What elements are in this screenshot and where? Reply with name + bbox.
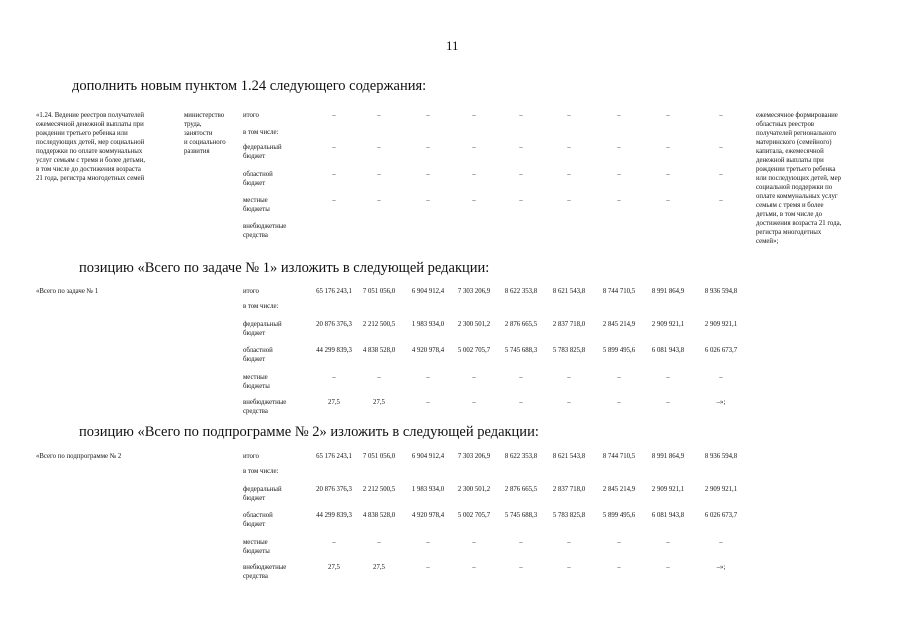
table-cell: – <box>719 197 723 204</box>
table-cell: – <box>472 197 476 204</box>
row-label: федеральный бюджет <box>243 321 282 337</box>
table-cell: 2 876 665,5 <box>504 486 538 493</box>
table-cell: 27,5 <box>373 564 385 571</box>
table-cell: 65 176 243,1 <box>316 288 352 295</box>
table-cell: – <box>519 399 523 406</box>
table-cell: 1 983 934,0 <box>411 321 445 328</box>
row-label: внебюджетные средства <box>243 223 287 239</box>
table-cell: – <box>519 374 523 381</box>
table-cell: 8 936 594,8 <box>704 288 738 295</box>
row-label: местные бюджеты <box>243 539 270 555</box>
table-cell: 4 920 978,4 <box>411 512 445 519</box>
table-cell: 8 936 594,8 <box>704 453 738 460</box>
table-cell: –»; <box>716 564 726 571</box>
table-cell: – <box>377 197 381 204</box>
row-label: итого <box>243 288 259 295</box>
table-cell: – <box>567 564 571 571</box>
table-cell: – <box>567 399 571 406</box>
table-cell: 2 300 501,2 <box>457 486 491 493</box>
table-cell: – <box>617 197 621 204</box>
table-cell: 8 621 543,8 <box>552 288 586 295</box>
table-cell: 5 745 688,3 <box>504 512 538 519</box>
row-label: в том числе: <box>243 303 279 310</box>
table-cell: 27,5 <box>328 399 340 406</box>
table-cell: – <box>719 171 723 178</box>
section1-heading: дополнить новым пунктом 1.24 следующего содержания: <box>72 78 427 94</box>
table-cell: – <box>666 171 670 178</box>
table-cell: – <box>332 374 336 381</box>
table-cell: – <box>666 144 670 151</box>
table-cell: – <box>617 171 621 178</box>
table-cell: – <box>567 171 571 178</box>
table-cell: – <box>332 539 336 546</box>
table-cell: – <box>472 399 476 406</box>
table-cell: 1 983 934,0 <box>411 486 445 493</box>
table-cell: – <box>567 112 571 119</box>
row-label: внебюджетные средства <box>243 564 287 580</box>
section3-heading: позицию «Всего по подпрограмме № 2» изложить в следующей редакции: <box>79 424 539 440</box>
table-cell: 6 026 673,7 <box>704 512 738 519</box>
table-cell: 4 920 978,4 <box>411 347 445 354</box>
table-cell: – <box>567 539 571 546</box>
table-cell: 65 176 243,1 <box>316 453 352 460</box>
table-cell: 7 303 206,9 <box>457 288 491 295</box>
table-cell: 27,5 <box>373 399 385 406</box>
table-cell: 5 002 705,7 <box>457 347 491 354</box>
table-cell: – <box>472 539 476 546</box>
table-cell: – <box>567 144 571 151</box>
table-cell: – <box>617 144 621 151</box>
table-cell: – <box>426 112 430 119</box>
table-cell: – <box>472 171 476 178</box>
table-cell: – <box>426 144 430 151</box>
table-cell: – <box>472 374 476 381</box>
table-cell: – <box>519 112 523 119</box>
table-cell: 5 899 495,6 <box>602 512 636 519</box>
table-cell: 4 838 528,0 <box>362 512 396 519</box>
table-cell: – <box>472 564 476 571</box>
table-cell: – <box>719 374 723 381</box>
table-cell: – <box>519 539 523 546</box>
table-cell: – <box>567 197 571 204</box>
table-cell: – <box>617 112 621 119</box>
table-cell: – <box>426 564 430 571</box>
table-cell: 44 299 839,3 <box>316 347 352 354</box>
table-cell: – <box>519 144 523 151</box>
row-label: в том числе: <box>243 468 279 475</box>
table-cell: 6 081 943,8 <box>651 512 685 519</box>
table-cell: 2 876 665,5 <box>504 321 538 328</box>
page-number: 11 <box>446 38 459 53</box>
table-cell: – <box>519 171 523 178</box>
table-cell: 2 212 500,5 <box>362 486 396 493</box>
table-cell: 7 051 056,0 <box>362 453 396 460</box>
table-cell: – <box>377 374 381 381</box>
row-label: итого <box>243 453 259 460</box>
table-cell: 2 212 500,5 <box>362 321 396 328</box>
table-cell: – <box>666 374 670 381</box>
table-cell: – <box>377 539 381 546</box>
table-cell: – <box>666 399 670 406</box>
row-label: местные бюджеты <box>243 197 270 213</box>
section1-item-description: «1.24. Ведение реестров получателей ежемесячной денежной выплаты при рождении третьего ребенка или последующих детей, мер социальной поддержки по оплате коммунальных услуг семьям с тремя и более детьми, в том числе до достижения возраста 21 года, регистра многодетных семей <box>36 112 146 182</box>
section1-result: ежемесячное формирование областных реестров получателей регионального материнского (семейного) капитала, ежемесячной денежной выплаты при рождении третьего ребенка или последующих детей, мер социальной поддержки по оплате коммунальных услуг семьям с тремя и более детьми, в том числе до достижения возраста 21 года, регистра многодетных семей»; <box>756 112 842 245</box>
table-cell: – <box>332 144 336 151</box>
table-cell: 2 909 921,1 <box>651 486 685 493</box>
table-cell: – <box>519 197 523 204</box>
table-cell: – <box>472 112 476 119</box>
table-cell: – <box>617 564 621 571</box>
table-cell: – <box>666 539 670 546</box>
table-cell: 5 002 705,7 <box>457 512 491 519</box>
table-cell: 8 991 864,9 <box>651 453 685 460</box>
table-cell: 7 051 056,0 <box>362 288 396 295</box>
table-cell: 2 837 718,0 <box>552 486 586 493</box>
table-cell: – <box>377 144 381 151</box>
table-cell: 2 837 718,0 <box>552 321 586 328</box>
table-cell: 8 744 710,5 <box>602 453 636 460</box>
table-cell: – <box>377 171 381 178</box>
table-cell: 4 838 528,0 <box>362 347 396 354</box>
row-label: федеральный бюджет <box>243 144 282 160</box>
section3-item-description: «Всего по подпрограмме № 2 <box>36 453 122 460</box>
table-cell: 8 621 543,8 <box>552 453 586 460</box>
table-cell: 6 081 943,8 <box>651 347 685 354</box>
table-cell: – <box>666 197 670 204</box>
row-label: итого <box>243 112 259 119</box>
table-cell: – <box>719 539 723 546</box>
table-cell: – <box>332 112 336 119</box>
row-label: в том числе: <box>243 129 279 136</box>
table-cell: – <box>666 564 670 571</box>
table-cell: – <box>719 144 723 151</box>
table-cell: 2 300 501,2 <box>457 321 491 328</box>
table-cell: – <box>426 399 430 406</box>
row-label: местные бюджеты <box>243 374 270 390</box>
table-cell: 5 745 688,3 <box>504 347 538 354</box>
table-cell: – <box>332 171 336 178</box>
table-cell: – <box>472 144 476 151</box>
row-label: областной бюджет <box>243 171 273 187</box>
table-cell: – <box>617 374 621 381</box>
table-cell: 8 744 710,5 <box>602 288 636 295</box>
table-cell: – <box>617 399 621 406</box>
row-label: федеральный бюджет <box>243 486 282 502</box>
table-cell: – <box>426 171 430 178</box>
table-cell: 8 991 864,9 <box>651 288 685 295</box>
table-cell: 2 909 921,1 <box>704 321 738 328</box>
table-cell: 27,5 <box>328 564 340 571</box>
table-cell: 2 845 214,9 <box>602 486 636 493</box>
section2-heading: позицию «Всего по задаче № 1» изложить в следующей редакции: <box>79 260 490 276</box>
table-cell: 2 909 921,1 <box>651 321 685 328</box>
section2-item-description: «Всего по задаче № 1 <box>36 288 99 295</box>
table-cell: – <box>426 539 430 546</box>
table-cell: – <box>426 374 430 381</box>
table-cell: 6 904 912,4 <box>411 288 445 295</box>
table-cell: – <box>332 197 336 204</box>
table-cell: 5 783 825,8 <box>552 347 586 354</box>
table-cell: – <box>567 374 571 381</box>
table-cell: – <box>426 197 430 204</box>
table-cell: – <box>719 112 723 119</box>
table-cell: 8 622 353,8 <box>504 453 538 460</box>
table-cell: – <box>377 112 381 119</box>
row-label: областной бюджет <box>243 512 273 528</box>
table-cell: – <box>519 564 523 571</box>
table-cell: 6 904 912,4 <box>411 453 445 460</box>
table-cell: 6 026 673,7 <box>704 347 738 354</box>
table-cell: 7 303 206,9 <box>457 453 491 460</box>
table-cell: 5 899 495,6 <box>602 347 636 354</box>
row-label: внебюджетные средства <box>243 399 287 415</box>
table-cell: 20 876 376,3 <box>316 321 352 328</box>
table-cell: – <box>617 539 621 546</box>
table-cell: – <box>666 112 670 119</box>
table-cell: –»; <box>716 399 726 406</box>
section1-executor: министерство труда, занятости и социального развития <box>184 112 226 155</box>
table-cell: 5 783 825,8 <box>552 512 586 519</box>
table-cell: 44 299 839,3 <box>316 512 352 519</box>
table-cell: 2 909 921,1 <box>704 486 738 493</box>
table-cell: 2 845 214,9 <box>602 321 636 328</box>
table-cell: 8 622 353,8 <box>504 288 538 295</box>
table-cell: 20 876 376,3 <box>316 486 352 493</box>
row-label: областной бюджет <box>243 347 273 363</box>
